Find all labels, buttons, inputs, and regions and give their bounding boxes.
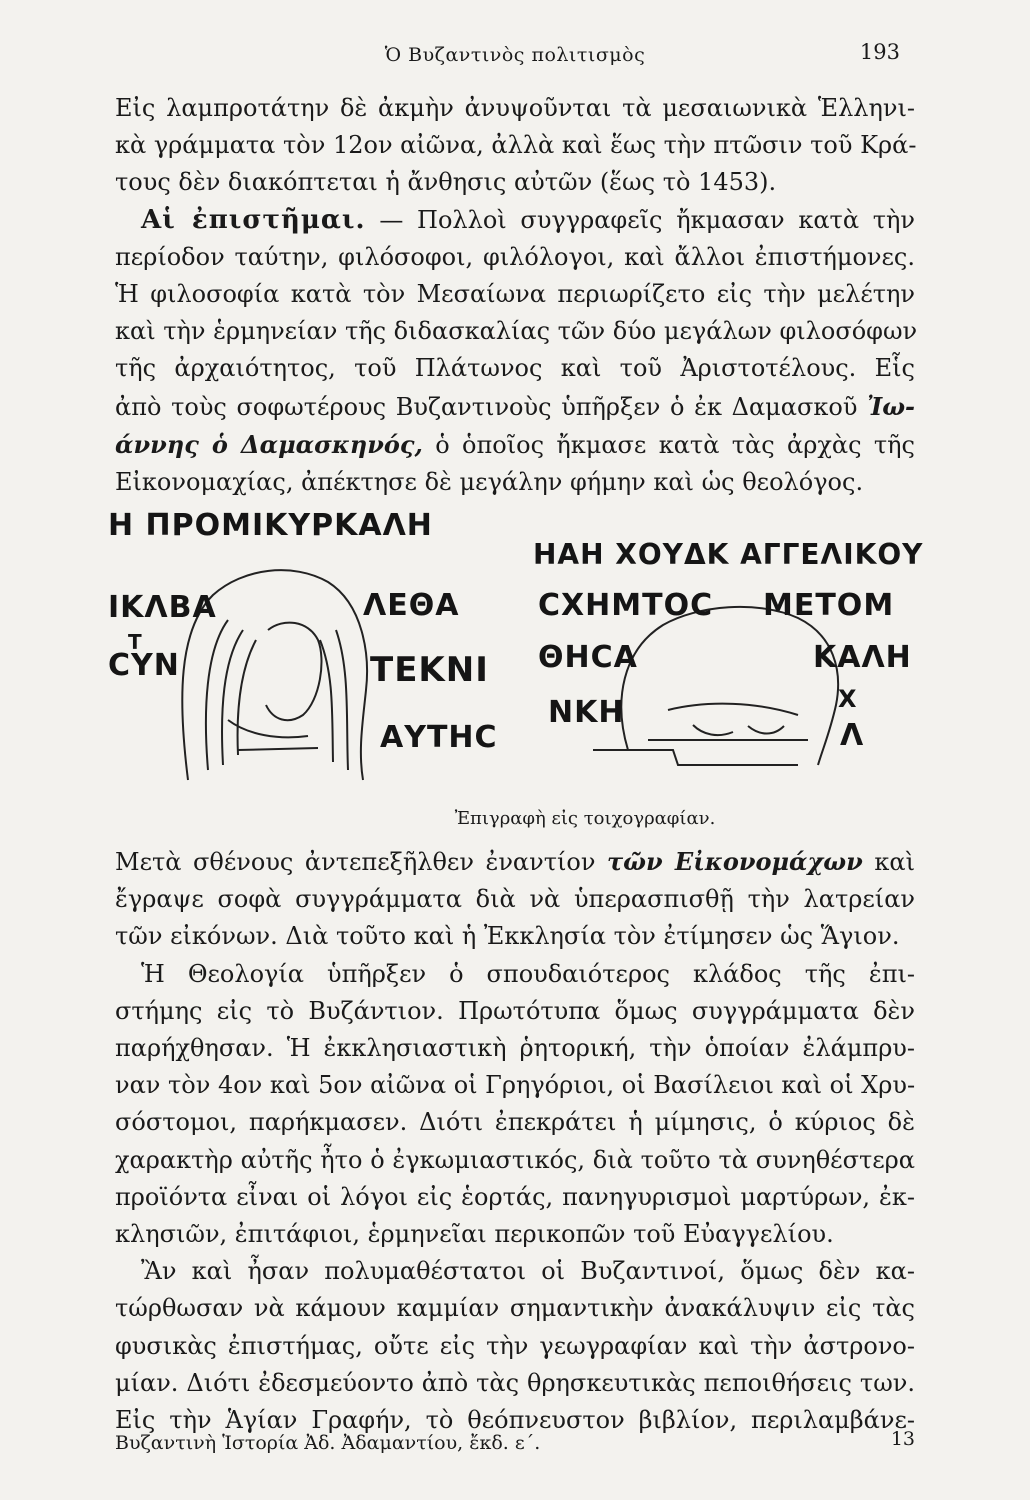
section-heading-line [115,202,915,239]
inscription-right: ΘΗϹΑ [538,640,638,675]
bold-term: τῶν Εἰκονομάχων [607,847,863,876]
text-line: ἔγραψε σοφὰ συγγράμματα διὰ νὰ ὑπερασπισθῇ τὴν λατρείαν [115,885,915,914]
face-outline [266,623,322,721]
page-number: 193 [859,40,900,64]
text-line: παρήχθησαν. Ἡ ἐκκλησιαστικὴ ῥητορική, τὴν ὁποίαν ἐλάμπρυ- [115,1034,915,1063]
text-segment: καὶ [874,848,915,876]
inscription-right: Λ [840,718,865,753]
running-title: Ὁ Βυζαντινὸς πολιτισμὸς [384,44,646,66]
inscription-left: ΛΕΘΑ [363,588,460,623]
inscription-right: ΚΑΛΗ [813,640,912,675]
text-line: φυσικὰς ἐπιστήμας, οὔτε εἰς τὴν γεωγραφίαν καὶ τὴν ἀστρονο- [115,1331,915,1360]
inscription-left: ΙΚΛΒΑ [108,590,217,625]
text-line: Ἡ φιλοσοφία κατὰ τὸν Μεσαίωνα περιωρίζετο εἰς τὴν μελέτην [115,280,915,309]
shoulder-line [593,750,798,765]
inscription-right: Χ [838,685,858,713]
text-line: προϊόντα εἶναι οἱ λόγοι εἰς ἑορτάς, πανηγυρισμοὶ μαρτύρων, ἐκ- [115,1182,915,1211]
text-block-bottom [115,843,915,1439]
text-line: χαρακτὴρ αὐτῆς ἦτο ὁ ἐγκωμιαστικός, διὰ τοῦτο τὰ συνηθέστερα [115,1145,915,1174]
text-line: κὰ γράμματα τὸν 12ον αἰῶνα, ἀλλὰ καὶ ἕως τὴν πτῶσιν τοῦ Κρά- [115,131,917,160]
text-line: στήμης εἰς τὸ Βυζάντιον. Πρωτότυπα ὅμως συγγράμματα δὲν [115,996,915,1025]
text-line: κλησιῶν, ἐπιτάφιοι, ἑρμηνεῖαι περικοπῶν τοῦ Εὐαγγελίου. [115,1220,834,1249]
veil-fold-lines [206,620,256,770]
person-name: Ἰω- [867,391,915,421]
text-line: περίοδον ταύτην, φιλόσοφοι, φιλόλογοι, καὶ ἄλλοι ἐπιστήμονες. [115,242,915,271]
text-segment: Μετὰ σθένους ἀντεπεξῆλθεν ἐναντίον [115,848,596,876]
inscription-left: Τ [128,630,143,654]
face-detail-lines [693,725,784,735]
inscription-right: ϹΧΗΜΤΟϹ [538,588,714,623]
text-line [115,388,915,426]
text-line: τώρθωσαν νὰ κάμουν καμμίαν σημαντικὴν ἀνακάλυψιν εἰς τὰς [115,1294,915,1323]
text-line: Ἡ Θεολογία ὑπῆρξεν ὁ σπουδαιότερος κλάδος τῆς ἐπι- [141,959,915,988]
inscription-right-top: ΗΑΗ ΧΟΥΔΚ ΑΓΓΕΛΙΚΟΥ [533,538,924,571]
inscription-left: ΤΕΚΝΙ [370,650,489,690]
section-heading: Αἱ ἐπιστῆμαι. [141,204,366,235]
inscription-left-top: Η ΠΡΟΜΙΚΥΡΚΑΛΗ [108,508,433,543]
person-name: άννης ὁ Δαμασκηνός, [115,429,423,459]
text-line [115,426,915,464]
text-line: τῶν εἰκόνων. Διὰ τοῦτο καὶ ἡ Ἐκκλησία τὸν ἐτίμησεν ὡς Ἅγιον. [115,922,900,951]
signature-mark: 13 [890,1428,915,1450]
text-line: ναν τὸν 4ον καὶ 5ον αἰῶνα οἱ Γρηγόριοι, οἱ Βασίλειοι καὶ οἱ Χρυ- [115,1071,916,1100]
page-footer [115,1428,915,1462]
figure-caption: Ἐπιγραφὴ εἰς τοιχογραφίαν. [454,808,716,829]
text-line: Εἰκονομαχίας, ἀπέκτησε δὲ μεγάλην φήμην καὶ ὡς θεολόγος. [115,468,864,497]
text-line: μίαν. Διότι ἐδεσμεύοντο ἀπὸ τὰς θρησκευτικὰς πεποιθήσεις των. [115,1368,915,1397]
text-segment: — Πολλοὶ συγγραφεῖς ἤκμασαν κατὰ τὴν [379,205,915,234]
text-line: τους δὲν διακόπτεται ἡ ἄνθησις αὐτῶν (ἕως τὸ 1453). [115,168,777,197]
inscription-right: ΝΚΗ [548,695,625,730]
text-line: Εἰς λαμπροτάτην δὲ ἀκμὴν ἀνυψοῦνται τὰ μεσαιωνικὰ Ἑλληνι- [115,94,915,122]
inscription-right: ΜΕΤΟΜ [763,588,895,623]
text-line [115,843,915,881]
head-outline [621,607,838,765]
garment-lines [228,720,318,750]
inscription-left: ΑΥΤΗϹ [380,720,498,755]
inscription-left: ϹΥΝ [108,648,180,683]
text-segment: ἀπὸ τοὺς σοφωτέρους Βυζαντινοὺς ὑπῆρξεν ὁ ἐκ Δαμασκοῦ [115,392,858,421]
text-line: τῆς ἀρχαιότητος, τοῦ Πλάτωνος καὶ τοῦ Ἀριστοτέλους. Εἷς [115,354,915,383]
book-title: Βυζαντινὴ Ἱστορία Ἀδ. Ἀδαμαντίου, ἔκδ. ε΄. [115,1432,541,1454]
veil-fold-lines [320,630,348,770]
text-block-top [115,90,918,501]
page-header [0,40,1030,74]
fresco-inscription-figure [108,500,924,790]
text-line: καὶ τὴν ἑρμηνείαν τῆς διδασκαλίας τῶν δύο μεγάλων φιλοσόφων [115,317,918,346]
text-line: σόστομοι, παρήκμασεν. Διότι ἐπεκράτει ἡ μίμησις, ὁ κύριος δὲ [115,1108,915,1137]
text-segment: ὁ ὁποῖος ἤκμασε κατὰ τὰς ἀρχὰς τῆς [435,430,915,459]
text-line: Εἰς τὴν Ἁγίαν Γραφήν, τὸ θεόπνευστον βιβλίον, περιλαμβάνε- [115,1406,915,1435]
text-line: Ἂν καὶ ἦσαν πολυμαθέστατοι οἱ Βυζαντινοί, ὅμως δὲν κα- [141,1257,915,1286]
